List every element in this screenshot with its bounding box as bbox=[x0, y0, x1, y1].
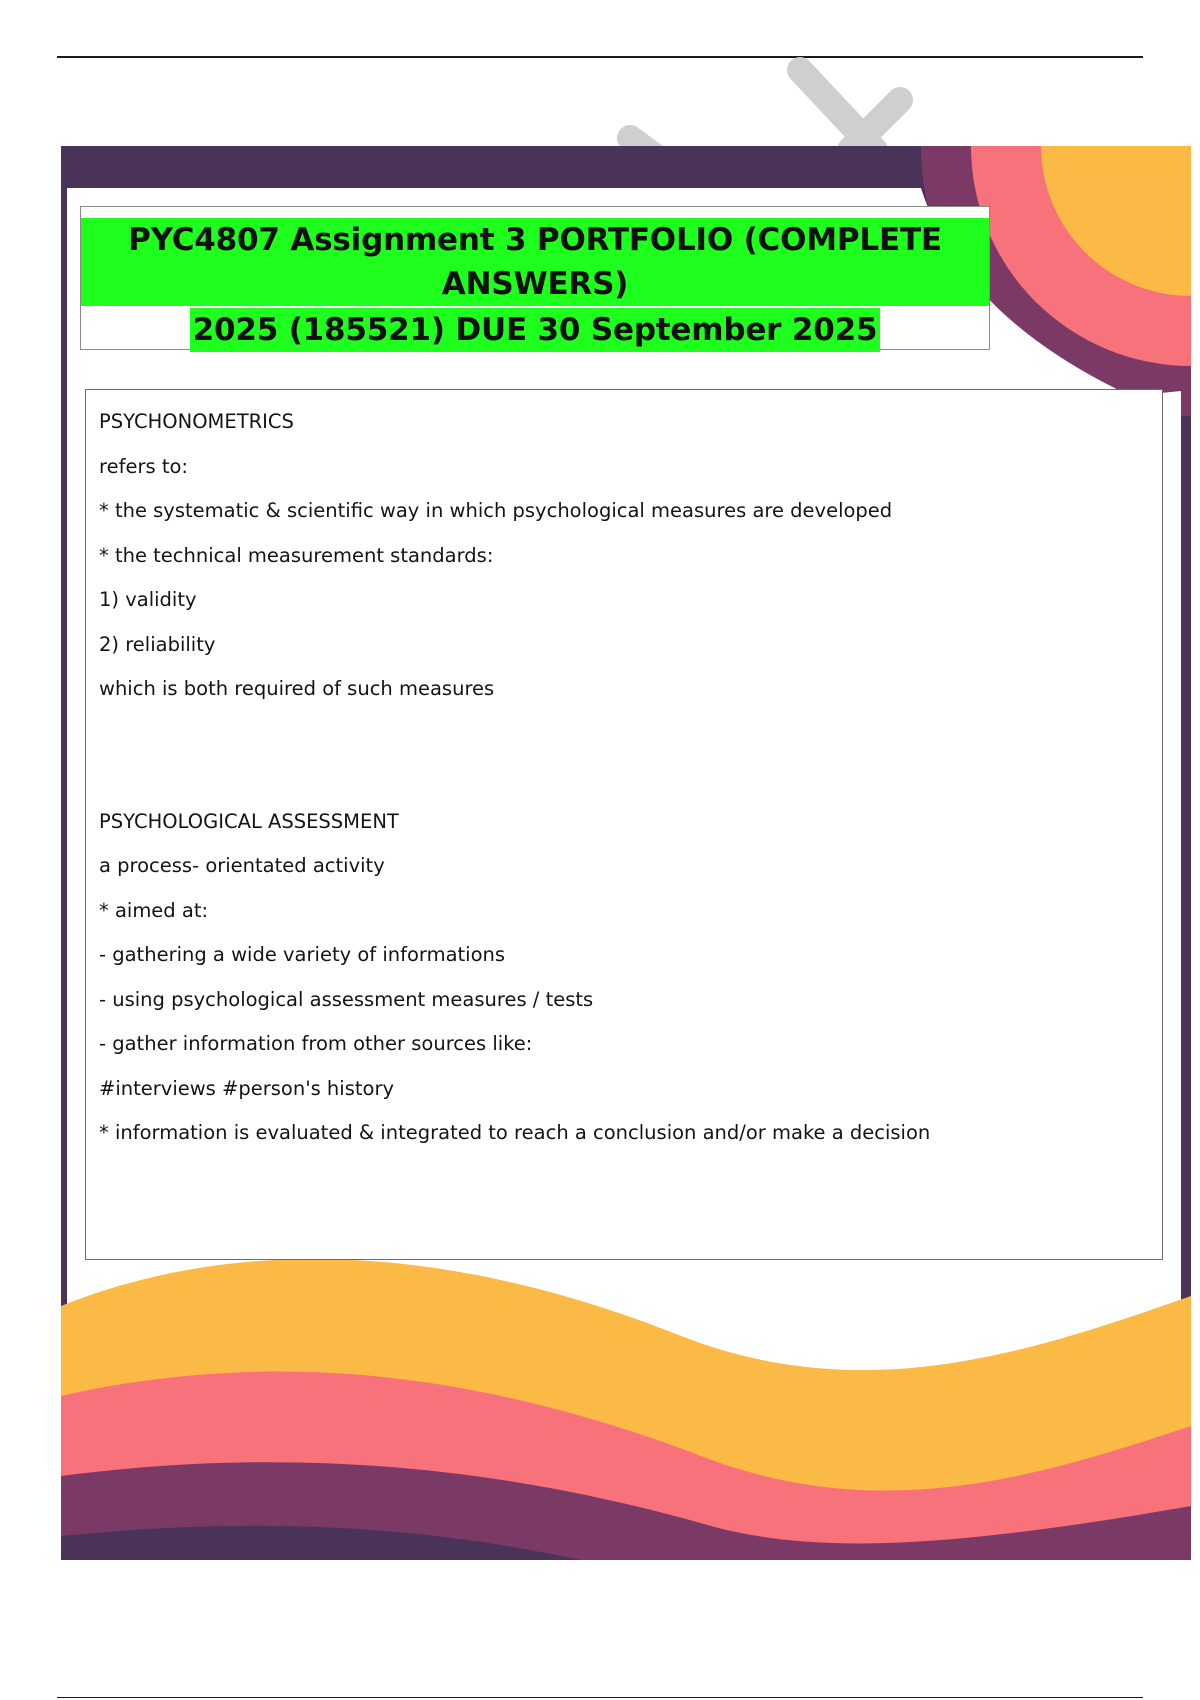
numbered-line: 2) reliability bbox=[99, 632, 216, 656]
dash-line: - gather information from other sources like: bbox=[99, 1032, 533, 1055]
content-box bbox=[85, 389, 1163, 1260]
watermark-logo bbox=[600, 50, 940, 160]
dash-line: - gathering a wide variety of informations bbox=[99, 943, 506, 966]
text-line: refers to: bbox=[99, 454, 188, 478]
section-spacer bbox=[99, 712, 1149, 800]
bullet-line: * the systematic & scientific way in which psychological measures are developed bbox=[99, 499, 893, 522]
document-title-line-1: PYC4807 Assignment 3 PORTFOLIO (COMPLETE ANSWERS) bbox=[81, 218, 989, 306]
numbered-line: 1) validity bbox=[99, 588, 197, 611]
dash-line: - using psychological assessment measures / tests bbox=[99, 987, 594, 1011]
bullet-line: * aimed at: bbox=[99, 898, 209, 922]
text-line: which is both required of such measures bbox=[99, 677, 495, 700]
bottom-rule bbox=[57, 1697, 1143, 1698]
bullet-line: * information is evaluated & integrated to reach a conclusion and/or make a decision bbox=[99, 1121, 931, 1144]
bullet-line: * the technical measurement standards: bbox=[99, 543, 494, 567]
section-heading: PSYCHONOMETRICS bbox=[99, 410, 294, 433]
section-psychonometrics bbox=[99, 400, 1149, 712]
section-heading: PSYCHOLOGICAL ASSESSMENT bbox=[99, 809, 399, 833]
section-psychological-assessment bbox=[99, 800, 1149, 1156]
hashtag-line: #interviews #person's history bbox=[99, 1076, 395, 1100]
text-line: a process- orientated activity bbox=[99, 854, 385, 877]
title-box bbox=[80, 206, 990, 350]
document-title-line-2: 2025 (185521) DUE 30 September 2025 bbox=[190, 308, 881, 352]
